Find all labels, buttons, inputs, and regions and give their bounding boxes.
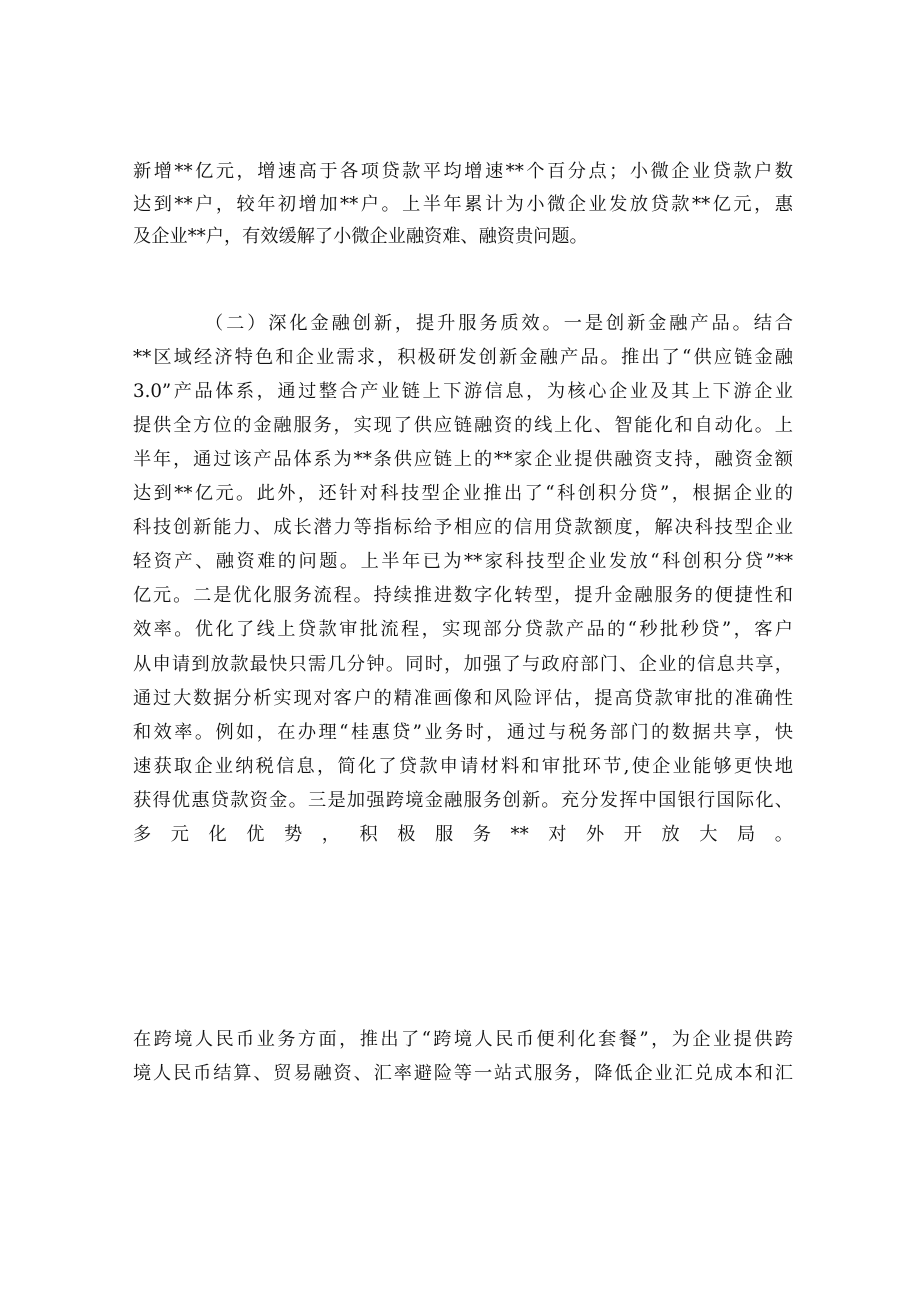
body-line: 效率。优化了线上贷款审批流程，实现部分贷款产品的“秒批秒贷”，客户 (133, 619, 793, 640)
body-line: 亿元。二是优化服务流程。持续推进数字化转型，提升金融服务的便捷性和 (133, 585, 793, 606)
body-line: 和效率。例如，在办理“桂惠贷”业务时，通过与税务部门的数据共享，快 (133, 722, 793, 743)
body-line: 从申请到放款最快只需几分钟。同时，加强了与政府部门、企业的信息共享， (133, 654, 793, 675)
body-line: **区域经济特色和企业需求，积极研发创新金融产品。推出了“供应链金融 (133, 347, 793, 368)
body-line: 轻资产、融资难的问题。上半年已为**家科技型企业发放“科创积分贷”** (133, 551, 793, 572)
body-line: 多元化优势，积极服务**对外开放大局。 (133, 824, 793, 845)
body-line: 达到**亿元。此外，还针对科技型企业推出了“科创积分贷”，根据企业的 (133, 483, 793, 504)
body-line: 获得优惠贷款资金。三是加强跨境金融服务创新。充分发挥中国银行国际化、 (133, 790, 793, 811)
body-line: 通过大数据分析实现对客户的精准画像和风险评估，提高贷款审批的准确性 (133, 688, 793, 709)
body-line: 科技创新能力、成长潜力等指标给予相应的信用贷款额度，解决科技型企业 (133, 517, 793, 538)
body-line: 3.0”产品体系，通过整合产业链上下游信息，为核心企业及其上下游企业 (133, 381, 793, 402)
body-line: 速获取企业纳税信息，简化了贷款申请材料和审批环节,使企业能够更快地 (133, 756, 793, 777)
body-line: 提供全方位的金融服务，实现了供应链融资的线上化、智能化和自动化。上 (133, 415, 793, 436)
body-line: 达到**户，较年初增加**户。上半年累计为小微企业发放贷款**亿元，惠 (133, 194, 793, 215)
body-line: 在跨境人民币业务方面，推出了“跨境人民币便利化套餐”，为企业提供跨 (133, 1029, 793, 1050)
section-heading-line: （二）深化金融创新，提升服务质效。一是创新金融产品。结合 (205, 313, 793, 334)
body-line: 半年，通过该产品体系为**条供应链上的**家企业提供融资支持，融资金额 (133, 449, 793, 470)
body-line: 及企业**户，有效缓解了小微企业融资难、融资贵问题。 (133, 226, 588, 247)
body-line: 新增**亿元，增速高于各项贷款平均增速**个百分点；小微企业贷款户数 (133, 161, 793, 182)
body-line: 境人民币结算、贸易融资、汇率避险等一站式服务，降低企业汇兑成本和汇 (133, 1063, 793, 1084)
